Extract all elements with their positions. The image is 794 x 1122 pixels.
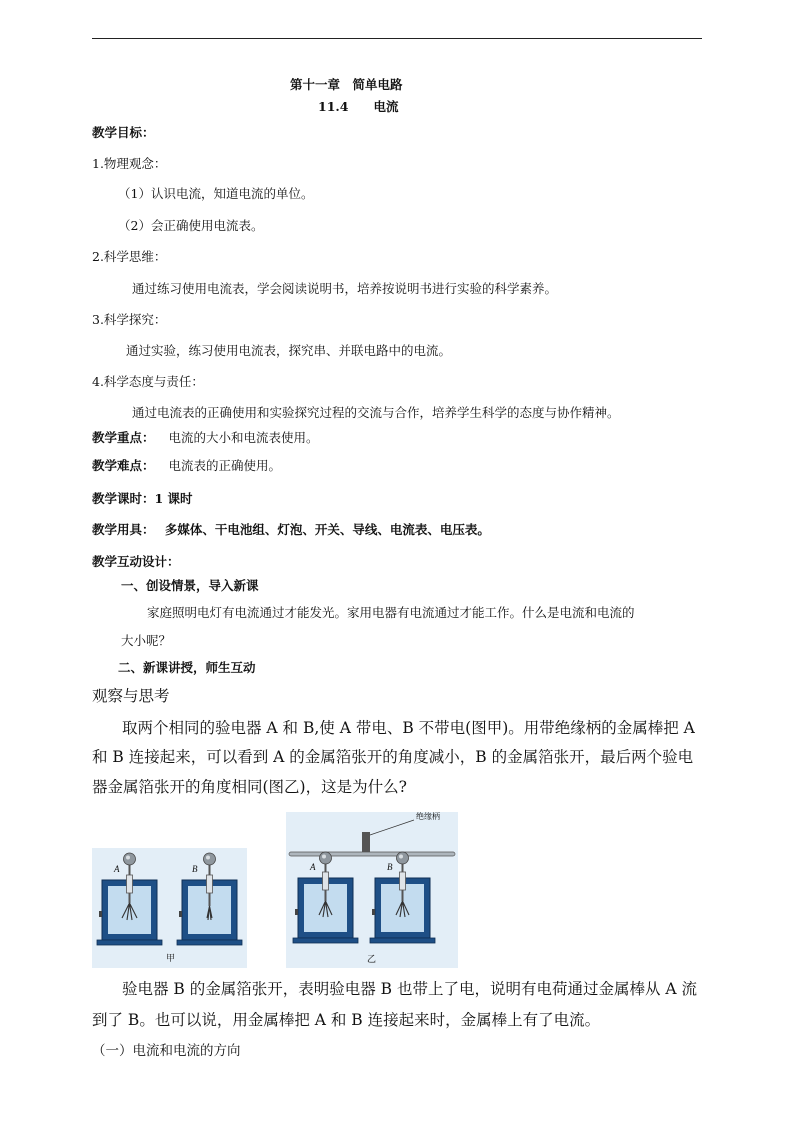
figure-jia-caption: 甲: [166, 954, 176, 964]
objective-2-text: 通过练习使用电流表，学会阅读说明书，培养按说明书进行实验的科学素养。: [132, 281, 558, 296]
materials-text: 多媒体、干电池组、灯泡、开关、导线、电流表、电压表。: [164, 522, 490, 537]
header-rule: [92, 38, 702, 39]
part1-title: 一、创设情景，导入新课: [121, 578, 259, 593]
observe-p1-line2: 和 B 连接起来，可以看到 A 的金属箔张开的角度减小，B 的金属箔张开，最后两个验电: [92, 748, 694, 766]
design-heading: 教学互动设计：: [92, 554, 180, 569]
objective-4-text: 通过电流表的正确使用和实验探究过程的交流与合作，培养学生科学的态度与协作精神。: [132, 405, 620, 420]
objective-3-text: 通过实验，练习使用电流表，探究串、并联电路中的电流。: [126, 343, 452, 358]
figure-jia: [92, 848, 247, 968]
part2-title: 二、新课讲授，师生互动: [118, 660, 256, 675]
key-points: [92, 430, 319, 446]
class-hours: 教学课时：1 课时: [92, 491, 193, 506]
objective-1b: （2）会正确使用电流表。: [118, 218, 264, 233]
figure-yi-label-a: A: [310, 862, 316, 872]
key-points-text: 电流的大小和电流表使用。: [168, 430, 319, 445]
observe-heading: 观察与思考: [92, 687, 170, 705]
figure-yi: [286, 812, 458, 968]
metal-rod: [289, 852, 455, 856]
part1-line2: 大小呢？: [121, 633, 172, 648]
chapter-title: 第十一章 简单电路: [290, 77, 403, 92]
objective-3-title: 3.科学探究：: [92, 312, 167, 327]
observe-p1-line1: 取两个相同的验电器 A 和 B,使 A 带电、B 不带电(图甲)。用带绝缘柄的金属棒把 A: [122, 719, 695, 737]
figure-yi-caption: 乙: [367, 955, 377, 965]
key-points-label: 教学重点：: [92, 430, 155, 445]
objective-1a: （1）认识电流，知道电流的单位。: [118, 186, 314, 201]
difficulties: [92, 458, 281, 474]
part1-line1: 家庭照明电灯有电流通过才能发光。家用电器有电流通过才能工作。什么是电流和电流的: [147, 605, 635, 620]
objectives-heading: 教学目标：: [92, 125, 155, 140]
section-title: 11.4 电流: [318, 99, 399, 114]
observe-p1-line3: 器金属箔张开的角度相同(图乙)，这是为什么?: [92, 778, 407, 796]
difficulties-label: 教学难点：: [92, 458, 155, 473]
observe-p2-line2: 到了 B。也可以说，用金属棒把 A 和 B 连接起来时，金属棒上有了电流。: [92, 1011, 601, 1029]
figure-jia-label-b: B: [192, 864, 198, 874]
materials-label: 教学用具：: [92, 522, 155, 537]
difficulties-text: 电流表的正确使用。: [168, 458, 282, 473]
handle-label: 绝缘柄: [416, 812, 440, 821]
objective-4-title: 4.科学态度与责任：: [92, 374, 204, 389]
figure-yi-label-b: B: [387, 862, 393, 872]
objective-2-title: 2.科学思维：: [92, 249, 167, 264]
materials: [92, 522, 490, 538]
figure-jia-label-a: A: [114, 864, 120, 874]
observe-p2-line1: 验电器 B 的金属箔张开，表明验电器 B 也带上了电，说明有电荷通过金属棒从 A 流: [122, 980, 698, 998]
objective-1-title: 1.物理观念：: [92, 156, 167, 171]
subsection-title: （一）电流和电流的方向: [92, 1043, 241, 1059]
